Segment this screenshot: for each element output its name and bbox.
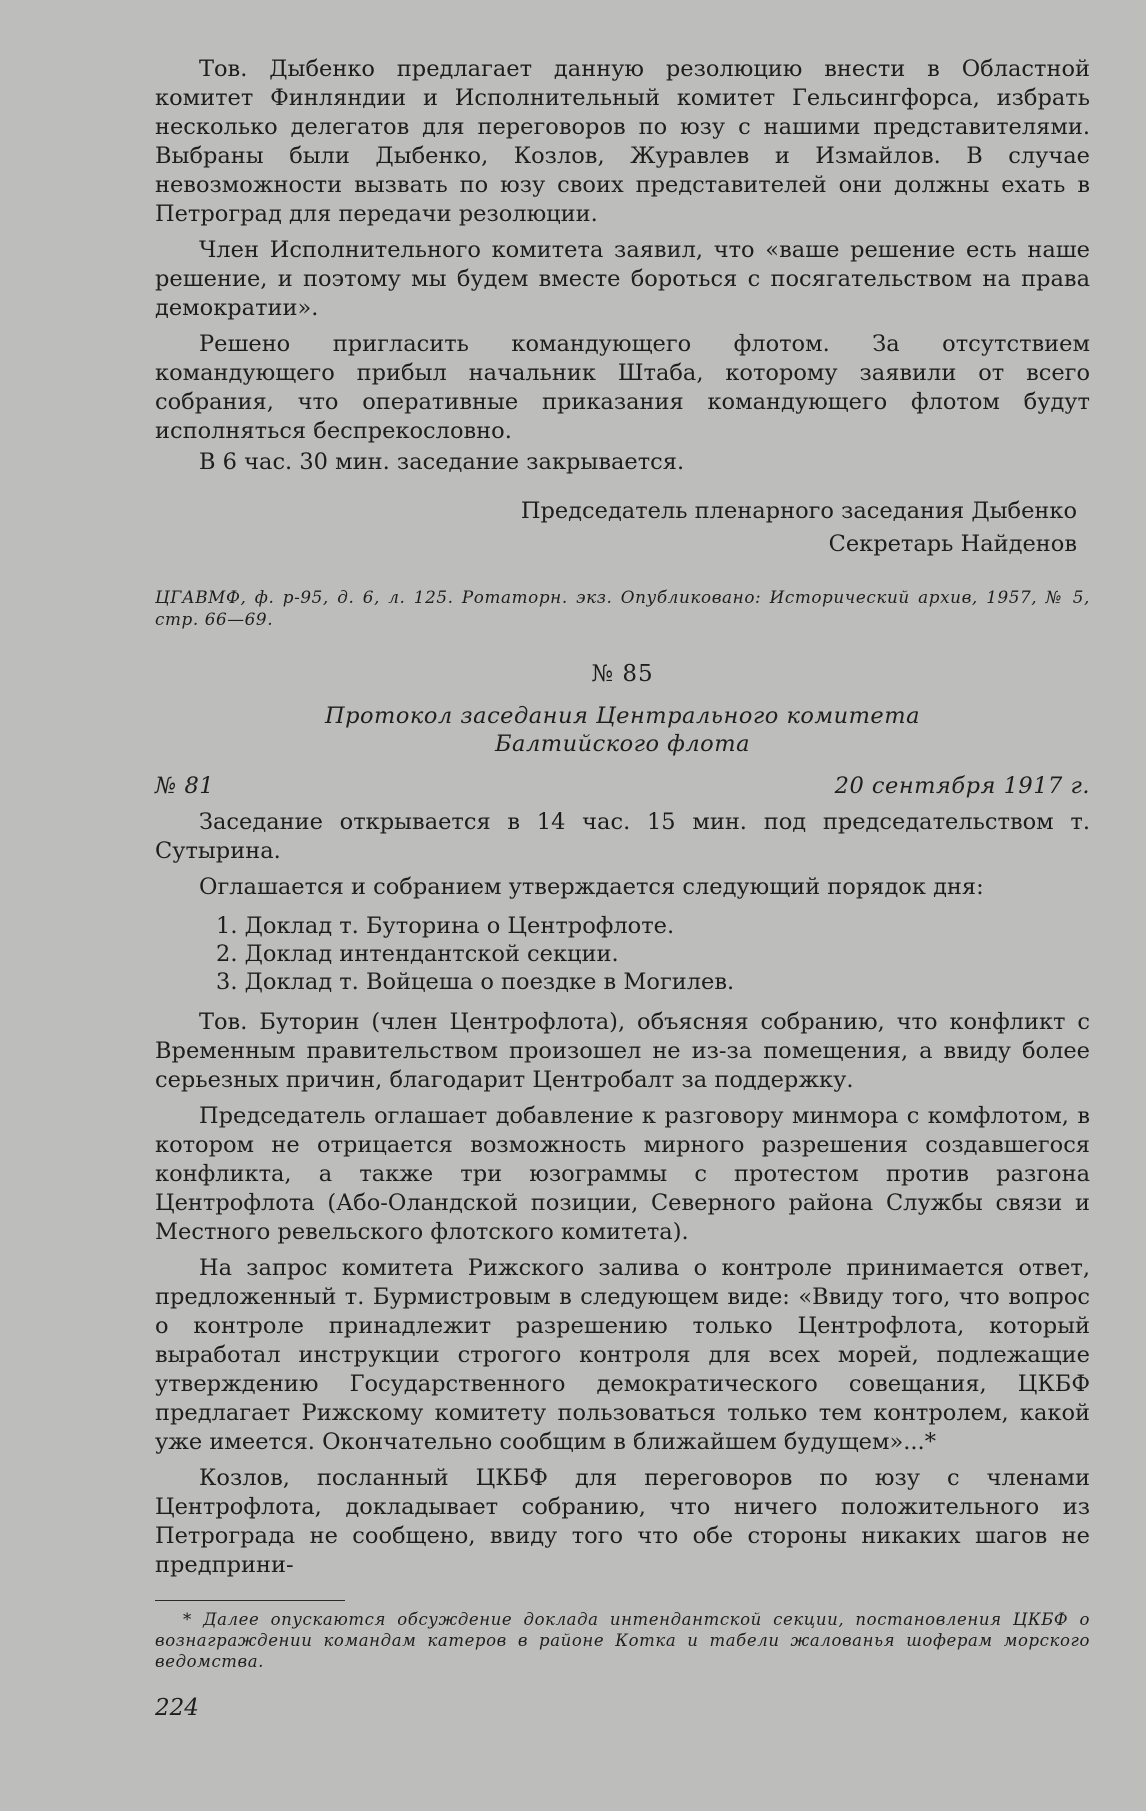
- paragraph: Председатель оглашает добавление к разговору минмора с комфлотом, в котором не отрицается возможность мирного разрешения создавшегося конфликта, а также три юзограммы с протестом против разгона Центрофлота (Або-Оландской позиции, Северного района Службы связи и Местного ревельского флотского комитета).: [155, 1103, 1090, 1245]
- page-number: 224: [155, 1695, 199, 1721]
- footnote-divider: [155, 1600, 345, 1601]
- paragraph: На запрос комитета Рижского залива о контроле принимается ответ, предложенный т. Бурмистровым в следующем виде: «Ввиду того, что вопрос о контроле принадлежит разрешению только Центрофлота, который выработал инструкции строгого контроля для всех морей, подлежащие утверждению Государственного демократического совещания, ЦКБФ предлагает Рижскому комитету пользоваться только тем контролем, какой уже имеется. Окончательно сообщим в ближайшем будущем»...*: [155, 1255, 1090, 1455]
- footnote: * Далее опускаются обсуждение доклада интендантской секции, постановления ЦКБФ о вознаграждении командам катеров в районе Котка и табели жалованья шоферам морского ведомства.: [155, 1610, 1090, 1671]
- archive-source-note: ЦГАВМФ, ф. р-95, д. 6, л. 125. Ротаторн. экз. Опубликовано: Исторический архив, 1957, № 5, стр. 66—69.: [155, 587, 1090, 629]
- bottom-section: [155, 1008, 1090, 1580]
- paragraph: Член Исполнительного комитета заявил, что «ваше решение есть наше решение, и поэтому мы будем вместе бороться с посягательством на права демократии».: [155, 237, 1090, 321]
- protocol-meta: [155, 772, 1090, 801]
- paragraph: Решено пригласить командующего флотом. За отсутствием командующего прибыл начальник Штаба, которому заявили от всего собрания, что оперативные приказания командующего флотом будут исполняться беспрекословно.: [155, 331, 1090, 444]
- document-number: № 85: [591, 661, 654, 687]
- protocol-date: 20 сентября 1917 г.: [834, 773, 1090, 799]
- top-section: [155, 55, 1090, 477]
- paragraph: Тов. Дыбенко предлагает данную резолюцию внести в Областной комитет Финляндии и Исполнительный комитет Гельсингфорса, избрать несколько делегатов для переговоров по юзу с нашими представителями. Выбраны были Дыбенко, Козлов, Журавлев и Измайлов. В случае невозможности вызвать по юзу своих представителей они должны ехать в Петроград для передачи резолюции.: [155, 56, 1090, 227]
- paragraph: В 6 час. 30 мин. заседание закрывается.: [199, 449, 685, 475]
- document-title-line: Протокол заседания Центрального комитета: [324, 703, 920, 729]
- agenda-item: 3. Доклад т. Войцеша о поездке в Могилев.: [216, 969, 735, 995]
- signature-block: [155, 495, 1090, 561]
- document-title: [155, 702, 1090, 758]
- signature-chairman: Председатель пленарного заседания Дыбенко: [520, 498, 1077, 524]
- agenda-intro: Оглашается и собранием утверждается следующий порядок дня:: [199, 874, 984, 900]
- agenda-item: 2. Доклад интендантской секции.: [216, 941, 619, 967]
- signature-secretary: Секретарь Найденов: [828, 531, 1077, 557]
- document-page: [155, 55, 1090, 1723]
- paragraph: Тов. Буторин (член Центрофлота), объясняя собранию, что конфликт с Временным правительством произошел не из-за помещения, а ввиду более серьезных причин, благодарит Центробалт за поддержку.: [155, 1009, 1090, 1093]
- paragraph: Козлов, посланный ЦКБФ для переговоров по юзу с членами Центрофлота, докладывает собранию, что ничего положительного из Петрограда не сообщено, ввиду того что обе стороны никаких шагов не предприни-: [155, 1465, 1090, 1578]
- protocol-number: № 81: [155, 773, 215, 799]
- agenda-list: [155, 912, 1090, 996]
- paragraph-opening: Заседание открывается в 14 час. 15 мин. под председательством т. Сутырина.: [155, 809, 1090, 864]
- agenda-item: 1. Доклад т. Буторина о Центрофлоте.: [216, 913, 675, 939]
- document-title-line: Балтийского флота: [495, 731, 750, 757]
